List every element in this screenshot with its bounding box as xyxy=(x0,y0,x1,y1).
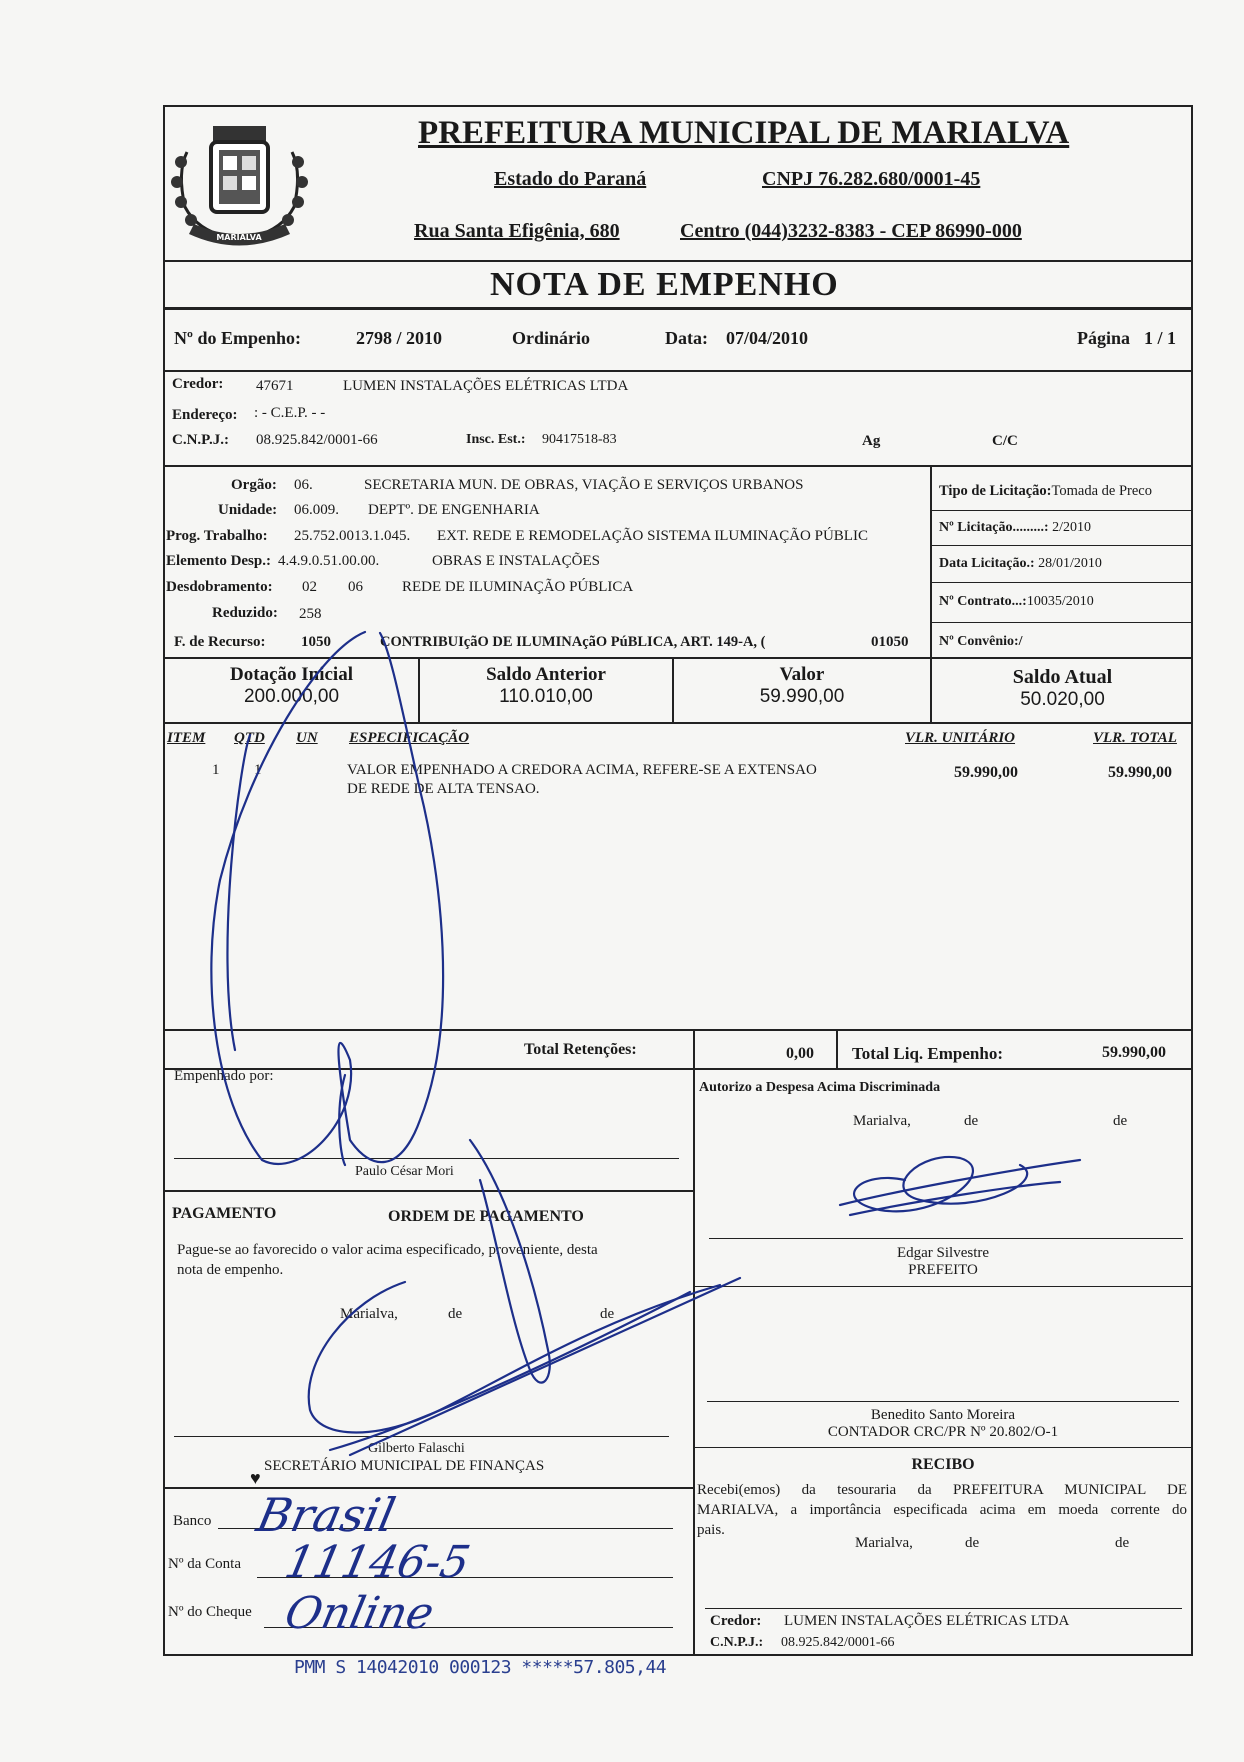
empenho-date-label: Data: xyxy=(665,328,708,348)
divider xyxy=(930,510,1193,511)
balance-dotacao xyxy=(165,664,418,708)
divider xyxy=(693,1068,695,1656)
desdobramento-code-1: 02 xyxy=(302,579,317,595)
items-header-item: ITEM xyxy=(167,730,206,746)
recibo-cnpj: 08.925.842/0001-66 xyxy=(781,1635,895,1650)
divider xyxy=(693,1029,695,1068)
items-header-un: UN xyxy=(296,730,318,746)
liquido-label: Total Liq. Empenho: xyxy=(852,1044,1003,1063)
autorizo-role: PREFEITO xyxy=(908,1262,978,1278)
signature-line xyxy=(707,1401,1179,1402)
banco-handwritten: Brasil xyxy=(252,1488,400,1542)
credor-label: Credor: xyxy=(172,376,224,392)
balance-dotacao-label: Dotação Inicial xyxy=(230,664,353,685)
items-header-spec: ESPECIFICAÇÃO xyxy=(349,730,470,746)
recurso-name: CONTRIBUIçãO DE ILUMINAçãO PúBLICA, ART. 149-A, ( xyxy=(380,634,766,650)
item-spec-line1: VALOR EMPENHADO A CREDORA ACIMA, REFERE-SE A EXTENSAO xyxy=(347,762,817,778)
autorizo-signer: Edgar Silvestre xyxy=(896,1245,990,1261)
pagamento-de-1: de xyxy=(448,1306,463,1322)
divider xyxy=(163,260,1193,262)
items-header-qtd: QTD xyxy=(234,730,265,746)
licitacao-tipo: Tomada de Preco xyxy=(1051,483,1152,499)
signature-line xyxy=(174,1158,679,1159)
licitacao-data-label: Data Licitação.: 28/01/2010 xyxy=(939,556,1102,571)
orgao-code: 06. xyxy=(294,477,313,493)
recibo-line2: MARIALVA, a importância especificada acima em moeda corrente do xyxy=(697,1502,1187,1518)
address-label: Endereço: xyxy=(172,407,238,423)
desdobramento-label: Desdobramento: xyxy=(166,579,273,595)
document-title: NOTA DE EMPENHO xyxy=(490,266,839,303)
balance-dotacao-value: 200.000,00 xyxy=(243,686,340,707)
recibo-de-1: de xyxy=(965,1535,980,1551)
reduzido-value: 258 xyxy=(299,606,322,622)
pagamento-signer: Gilberto Falaschi xyxy=(368,1441,465,1456)
credor-ie: 90417518-83 xyxy=(542,432,617,447)
recurso-code-2: 01050 xyxy=(871,634,909,650)
item-total: 59.990,00 xyxy=(1108,764,1172,781)
balance-saldo-atual-label: Saldo Atual xyxy=(1012,666,1113,688)
elemento-code: 4.4.9.0.51.00.00. xyxy=(278,553,380,569)
desdobramento-code-2: 06 xyxy=(348,579,363,595)
contrato-number: 10035/2010 xyxy=(1026,594,1094,609)
page-label: Página xyxy=(1077,328,1131,348)
orgao-name: SECRETARIA MUN. DE OBRAS, VIAÇÃO E SERVIÇOS URBANOS xyxy=(364,477,804,493)
prog-code: 25.752.0013.1.045. xyxy=(294,528,411,544)
licitacao-tipo-label: Tipo de Licitação:Tomada de Preco xyxy=(939,483,1152,499)
agency-label: Ag xyxy=(862,433,881,449)
pagamento-text-line2: nota de empenho. xyxy=(177,1262,284,1278)
divider xyxy=(163,657,1193,659)
autorizo-de-1: de xyxy=(964,1113,979,1129)
ie-label: Insc. Est.: xyxy=(466,432,526,447)
empenhado-label: Empenhado por: xyxy=(174,1068,274,1084)
divider xyxy=(163,722,1193,724)
credor-code: 47671 xyxy=(256,378,294,394)
recibo-de-2: de xyxy=(1115,1535,1130,1551)
contador-role: CONTADOR CRC/PR Nº 20.802/O-1 xyxy=(827,1424,1059,1440)
state-name: Estado do Paraná xyxy=(494,168,647,190)
contador-signer: Benedito Santo Moreira xyxy=(870,1407,1016,1423)
divider xyxy=(930,545,1193,546)
item-number: 1 xyxy=(212,762,220,778)
ordem-pagamento-title: ORDEM DE PAGAMENTO xyxy=(388,1208,584,1225)
divider xyxy=(836,1029,838,1068)
items-header-unit-price: VLR. UNITÁRIO xyxy=(905,730,1016,746)
balance-saldo-anterior xyxy=(420,664,672,708)
divider xyxy=(163,370,1193,372)
crest-banner-text: MARIALVA xyxy=(216,233,262,242)
cheque-label: Nº do Cheque xyxy=(168,1604,252,1620)
recibo-credor-name: LUMEN INSTALAÇÕES ELÉTRICAS LTDA xyxy=(784,1613,1070,1629)
mechanical-stamp: PMM S 14042010 000123 *****57.805,44 xyxy=(294,1657,667,1678)
empenho-number: 2798 / 2010 xyxy=(356,328,443,348)
desdobramento-name: REDE DE ILUMINAÇÃO PÚBLICA xyxy=(402,579,634,595)
balance-valor-label: Valor xyxy=(779,664,825,685)
licitacao-data: 28/01/2010 xyxy=(1038,556,1102,571)
divider xyxy=(163,1190,693,1192)
orgao-label: Orgão: xyxy=(231,477,277,493)
balance-saldo-anterior-value: 110.010,00 xyxy=(499,686,593,707)
unidade-name: DEPTº. DE ENGENHARIA xyxy=(368,502,540,518)
item-spec-line2: DE REDE DE ALTA TENSAO. xyxy=(347,781,540,797)
empenho-type: Ordinário xyxy=(512,328,591,348)
recurso-code: 1050 xyxy=(301,634,331,650)
balance-saldo-atual xyxy=(932,666,1193,711)
pin-icon: ♥ xyxy=(250,1468,261,1488)
divider xyxy=(930,465,932,658)
page-number: 1 / 1 xyxy=(1144,328,1177,348)
balance-valor-value: 59.990,00 xyxy=(759,686,845,707)
empenho-number-label: Nº do Empenho: xyxy=(174,328,301,348)
divider xyxy=(930,582,1193,583)
divider xyxy=(163,465,1193,467)
conta-handwritten: 11146-5 xyxy=(280,1537,475,1588)
prog-label: Prog. Trabalho: xyxy=(166,528,268,544)
banco-label: Banco xyxy=(173,1513,212,1529)
cnpj-label: C.N.P.J.: xyxy=(172,432,229,448)
retencoes-value: 0,00 xyxy=(786,1045,814,1062)
items-header-total: VLR. TOTAL xyxy=(1093,730,1177,746)
item-unit-price: 59.990,00 xyxy=(954,764,1018,781)
convenio-label: Nº Convênio:/ xyxy=(939,634,1023,649)
street-address: Rua Santa Efigênia, 680 xyxy=(414,220,620,242)
municipal-crest-icon xyxy=(167,112,312,258)
empenho-date: 07/04/2010 xyxy=(726,328,809,348)
pagamento-title: PAGAMENTO xyxy=(172,1205,277,1222)
balance-saldo-anterior-label: Saldo Anterior xyxy=(486,664,606,685)
signature-line xyxy=(174,1436,669,1437)
credor-cnpj: 08.925.842/0001-66 xyxy=(256,432,378,448)
licitacao-numero-label: Nº Licitação.........: 2/2010 xyxy=(939,520,1091,535)
reduzido-label: Reduzido: xyxy=(212,605,278,621)
contrato-label: Nº Contrato...:10035/2010 xyxy=(939,594,1094,609)
retencoes-label: Total Retenções: xyxy=(524,1041,637,1058)
pagamento-place: Marialva, xyxy=(340,1306,398,1322)
signature-line xyxy=(705,1608,1182,1609)
conta-label: Nº da Conta xyxy=(168,1556,241,1572)
recibo-line3: pais. xyxy=(697,1522,725,1538)
account-label: C/C xyxy=(992,433,1018,449)
recibo-cnpj-label: C.N.P.J.: xyxy=(710,1635,764,1650)
signature-line xyxy=(709,1238,1183,1239)
recibo-line1: Recebi(emos) da tesouraria da PREFEITURA MUNICIPAL DE xyxy=(697,1482,1187,1498)
divider xyxy=(163,1487,693,1489)
licitacao-numero: 2/2010 xyxy=(1052,520,1091,535)
item-qtd: 1 xyxy=(254,762,262,778)
recibo-title: RECIBO xyxy=(911,1456,975,1473)
divider xyxy=(693,1447,1193,1448)
cnpj-header: CNPJ 76.282.680/0001-45 xyxy=(762,168,981,190)
balance-saldo-atual-value: 50.020,00 xyxy=(1020,689,1105,710)
divider xyxy=(163,1029,1193,1031)
elemento-label: Elemento Desp.: xyxy=(166,553,271,569)
divider xyxy=(163,1068,1193,1070)
recurso-label: F. de Recurso: xyxy=(174,634,266,650)
prog-name: EXT. REDE E REMODELAÇÃO SISTEMA ILUMINAÇÃO PÚBLIC xyxy=(437,528,868,544)
balance-valor xyxy=(674,664,930,708)
empenhado-signer: Paulo César Mori xyxy=(355,1164,454,1179)
autorizo-title: Autorizo a Despesa Acima Discriminada xyxy=(699,1080,941,1095)
credor-address: : - C.E.P. - - xyxy=(254,405,326,421)
elemento-name: OBRAS E INSTALAÇÕES xyxy=(432,553,600,569)
pagamento-text-line1: Pague-se ao favorecido o valor acima especificado, proveniente, desta xyxy=(177,1242,598,1258)
pagamento-role: SECRETÁRIO MUNICIPAL DE FINANÇAS xyxy=(264,1458,545,1474)
pagamento-de-2: de xyxy=(600,1306,615,1322)
municipality-title: PREFEITURA MUNICIPAL DE MARIALVA xyxy=(418,115,1070,151)
autorizo-place: Marialva, xyxy=(853,1113,911,1129)
divider xyxy=(930,622,1193,623)
credor-name: LUMEN INSTALAÇÕES ELÉTRICAS LTDA xyxy=(343,378,629,394)
divider xyxy=(693,1286,1193,1287)
divider xyxy=(163,307,1193,310)
address-rest: Centro (044)3232-8383 - CEP 86990-000 xyxy=(680,220,1022,242)
unidade-code: 06.009. xyxy=(294,502,339,518)
recibo-credor-label: Credor: xyxy=(710,1613,762,1629)
autorizo-de-2: de xyxy=(1113,1113,1128,1129)
unidade-label: Unidade: xyxy=(218,502,278,518)
recibo-place: Marialva, xyxy=(855,1535,913,1551)
liquido-value: 59.990,00 xyxy=(1102,1044,1166,1061)
cheque-handwritten: Online xyxy=(280,1588,439,1639)
